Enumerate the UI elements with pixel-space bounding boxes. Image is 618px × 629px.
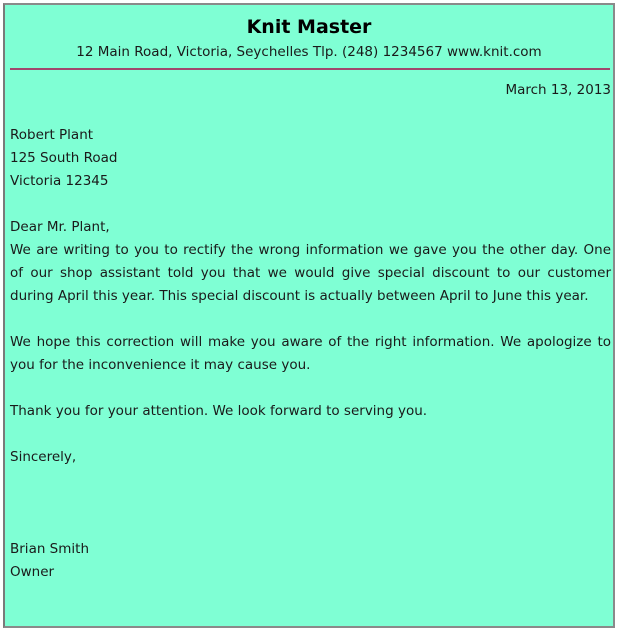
recipient-city: Victoria 12345 [10,173,109,189]
letterhead-divider [10,68,610,70]
paragraph-2: We hope this correction will make you aware of the right information. We apologize to you for the inconvenience it may cause you. [10,334,611,373]
greeting: Dear Mr. Plant, [10,219,110,235]
recipient-street: 125 South Road [10,150,118,166]
recipient-name: Robert Plant [10,127,94,143]
paragraph-1: We are writing to you to rectify the wrong information we gave you the other day. One of our shop assistant told you that we would give special discount to our customer during April this year. This special discount is actually between April to June this year. [10,242,611,304]
recipient-address [10,124,611,193]
company-contact-line: 12 Main Road, Victoria, Seychelles Tlp. (248) 1234567 www.knit.com [76,44,542,60]
letter-page [3,3,615,628]
closing: Sincerely, [10,449,77,465]
letter-date: March 13, 2013 [505,82,611,98]
paragraph-3: Thank you for your attention. We look forward to serving you. [10,403,428,419]
signature-block [10,538,611,584]
signer-title: Owner [10,564,55,580]
signer-name: Brian Smith [10,541,90,557]
company-name: Knit Master [246,16,372,38]
